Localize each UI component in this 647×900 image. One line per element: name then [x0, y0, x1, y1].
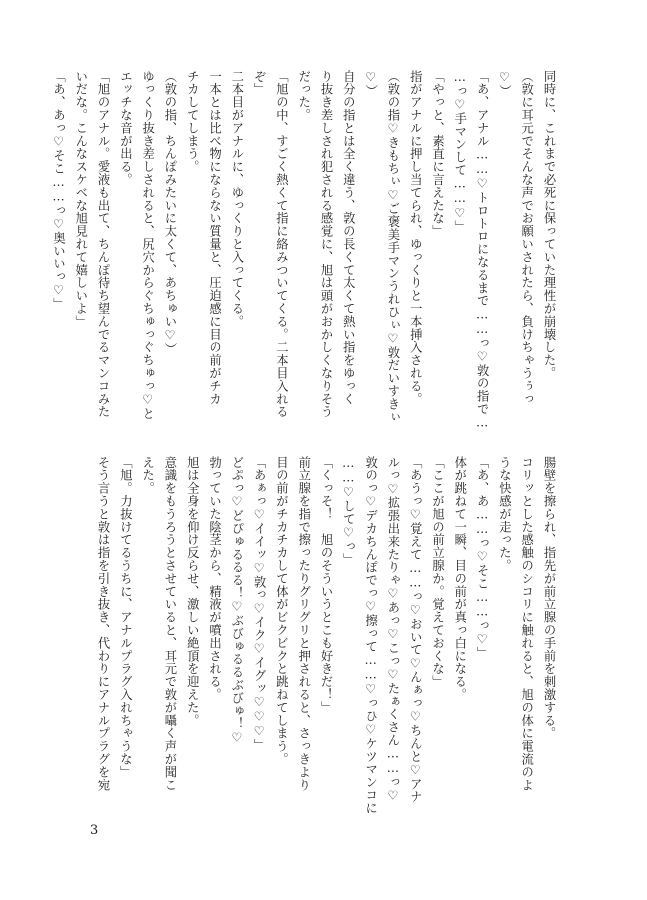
text-line: 「あ、あっ♡そこ……っ♡奥いいっ♡」: [51, 70, 66, 311]
text-line: うな快感が走った。: [497, 456, 512, 573]
text-line: エッチな音が出る。: [118, 70, 133, 187]
text-line: いだな。こんなスケベな旭見れて嬉しいよ」: [73, 70, 88, 328]
page-number: 3: [90, 823, 99, 838]
text-line: ♡）: [497, 70, 512, 98]
text-line: ♡）: [363, 70, 378, 98]
text-line: （敦の指、ちんぽみたいに太くて、あちゅい♡）: [162, 70, 177, 356]
text-line: 「やっと、素直に言えたな」: [430, 70, 445, 238]
text-line: 二本目がアナルに、ゆっくりと入ってくる。: [229, 70, 244, 328]
text-line: 「旭の中、すごく熱くて指に絡みついてくる。二本目入れる: [274, 70, 289, 419]
text-line: 「あぁっ♡イイッ♡敦っ♡イク♡イグッ♡♡♡」: [252, 456, 267, 752]
text-line: 「旭。力抜けてるうちに、アナルプラグ入れちゃうな」: [118, 456, 133, 779]
text-line: 目の前がチカチカして体がビクビクと跳ねてしまう。: [274, 456, 289, 766]
text-line: ルっ♡拡張出来たりゃ♡あっ♡こっ♡たぁくさん……っ♡: [385, 456, 400, 804]
text-line: 同時に、これまで必死に保っていた理性が崩壊した。: [542, 70, 556, 380]
text-line: り抜き差しされ犯される感覚に、旭は頭がおかしくなりそう: [319, 70, 334, 419]
text-line: 腸壁を擦られ、指先が前立腺の手前を刺激する。: [542, 456, 556, 740]
text-line: 意識をもうろうとさせていると、耳元で敦が囁く声が聞こ: [162, 456, 177, 792]
text-line: そう言うと敦は指を引き抜き、代わりにアナルプラグを宛: [96, 456, 111, 792]
text-line: 「あ、アナル……♡トロトロになるまで……っ♡敦の指で…: [475, 70, 490, 431]
text-line: 指がアナルに押し当てられ、ゆっくりと一本挿入される。: [408, 70, 423, 406]
text-line: 自分の指とは全く違う、敦の長くて太くて熱い指をゆっく: [341, 70, 356, 406]
text-line: 体が跳ねて一瞬、目の前が真っ白になる。: [452, 456, 467, 702]
text-line: （敦に耳元でそんな声でお願いされたら、負けちゃうぅっ: [519, 70, 534, 406]
text-line: どぷっ♡どぴゅるるる！♡ぶびゅるるぶびゅ！♡: [229, 456, 244, 745]
text-line: 「ここが旭の前立腺か。覚えておくな」: [430, 456, 445, 689]
text-line: 前立腺を指で擦ったりグリグリと押されると、さっきより: [296, 456, 311, 792]
text-line: 敦のっ♡デカちんぽでっ♡擦って……♡っひ♡ケツマンコに: [363, 456, 378, 815]
text-line: ……♡して♡っ」: [341, 456, 356, 566]
text-line: 一本とは比べ物にならない質量と、圧迫感に目の前がチカ: [207, 70, 222, 406]
text-line: 「あうっ♡覚えて……っ♡おいて♡んぁっ♡ちんと♡アナ: [408, 456, 423, 804]
text-line: （敦の指♡きもちぃ♡ご褒美手マンうれひぃ♡敦だいすきぃ: [385, 70, 400, 424]
text-line: ゆっくり抜き差しされると、尻穴からぐちゅっぐちゅっ♡と: [140, 70, 155, 420]
text-line: 「旭のアナル。愛液も出て、ちんぽ待ち望んでるマンコみた: [96, 70, 111, 419]
text-line: チカしてしまう。: [185, 70, 200, 174]
text-line: …っ♡手マンして……♡」: [452, 70, 467, 234]
text-line: だった。: [296, 70, 311, 122]
text-line: 「あ、あ……っ♡そこ……っ♡」: [475, 456, 490, 660]
text-line: ぞ」: [252, 70, 267, 96]
upper-text-block: [51, 70, 560, 431]
text-line: えた。: [140, 456, 155, 495]
text-line: コリッとした感触のシコリに触れると、旭の体に電流のよ: [519, 456, 534, 792]
lower-text-block: [75, 456, 560, 815]
text-line: 勃っていた陰茎から、精液が噴出される。: [207, 456, 222, 702]
text-line: 「くっそ！ 旭のそういうとこも好きだ！」: [319, 456, 334, 714]
text-line: 旭は全身を仰け反らせ、激しい絶頂を迎えた。: [185, 456, 200, 727]
